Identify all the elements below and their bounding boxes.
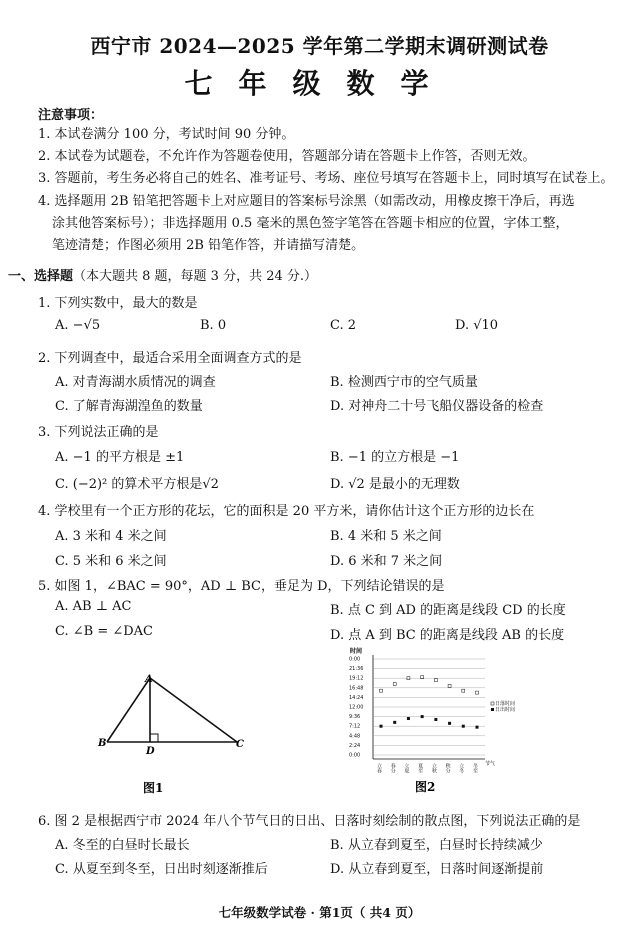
- exam-title: 西宁市 2024—2025 学年第二学期末调研测试卷: [90, 34, 549, 58]
- y-tick-label: 9:36: [349, 714, 361, 721]
- sunrise-point: [462, 725, 465, 728]
- q6-option-c: C. 从夏至到冬至，日出时刻逐渐推后: [55, 862, 268, 877]
- q5-option-b: B. 点 C 到 AD 的距离是线段 CD 的长度: [330, 603, 566, 618]
- sunrise-point: [434, 718, 437, 721]
- label-d: D: [146, 746, 155, 757]
- q3-option-a: A. −1 的平方根是 ±1: [55, 450, 185, 465]
- y-tick-label: 19:12: [349, 675, 364, 682]
- q3-option-b: B. −1 的立方根是 −1: [330, 450, 460, 465]
- q5-option-a: A. AB ⊥ AC: [55, 599, 132, 614]
- x-category-label: 冬至: [472, 763, 478, 773]
- legend-sunset-marker: [491, 702, 494, 705]
- y-tick-label: 12:00: [349, 704, 364, 711]
- sunset-point: [434, 679, 437, 682]
- q4-option-b: B. 4 米和 5 米之间: [330, 529, 442, 544]
- q6-option-a: A. 冬至的白昼时长最长: [55, 838, 190, 853]
- q2-option-d: D. 对神舟二十号飞船仪器设备的检查: [330, 399, 544, 414]
- x-category-label: 秋分: [444, 763, 451, 773]
- note-1: 1. 本试卷满分 100 分，考试时间 90 分钟。: [38, 127, 295, 142]
- y-tick-label: 0:00: [349, 656, 361, 663]
- q5-option-c: C. ∠B = ∠DAC: [55, 624, 154, 639]
- section-heading: [8, 265, 317, 284]
- x-category-label: 夏至: [417, 763, 424, 773]
- q1-option-a: A. −√5: [55, 318, 101, 333]
- sunrise-point: [380, 725, 383, 728]
- section-label: 一、选择题: [8, 269, 74, 284]
- sunset-point: [448, 684, 451, 687]
- subject-title: 七年级数学: [184, 67, 455, 100]
- question-6-stem: 6. 图 2 是根据西宁市 2024 年八个节气日的日出、日落时刻绘制的散点图，下列说法正确的是: [38, 814, 581, 829]
- figure-1-triangle: [95, 670, 255, 800]
- question-2-stem: 2. 下列调查中，最适合采用全面调查方式的是: [38, 351, 302, 366]
- x-category-label: 春分: [389, 763, 396, 773]
- x-category-label: 立春: [376, 763, 382, 773]
- question-4-stem: 4. 学校里有一个正方形的花坛，它的面积是 20 平方米，请你估计这个正方形的边长在: [38, 504, 535, 519]
- sunrise-point: [448, 722, 451, 725]
- sunset-point: [462, 689, 465, 692]
- q4-option-c: C. 5 米和 6 米之间: [55, 554, 167, 569]
- q6-option-b: B. 从立春到夏至，白昼时长持续减少: [330, 838, 543, 853]
- note-3: 3. 答题前，考生务必将自己的姓名、准考证号、考场、座位号填写在答题卡上，同时填写在试卷上。: [38, 171, 614, 186]
- note-4-cont-2: 笔迹清楚；作图必须用 2B 铅笔作答，并请描写清楚。: [52, 238, 365, 253]
- sunrise-point: [476, 726, 479, 729]
- q2-option-c: C. 了解青海湖湟鱼的数量: [55, 399, 203, 414]
- y-tick-label: 4:48: [349, 733, 361, 740]
- y-ticks: [349, 657, 485, 759]
- y-tick-label: 2:24: [349, 742, 361, 749]
- x-category-label: 立秋: [430, 763, 437, 773]
- q4-option-a: A. 3 米和 4 米之间: [55, 529, 167, 544]
- sunset-point: [476, 691, 479, 694]
- legend-sunset: 日落时间: [495, 701, 516, 707]
- note-2: 2. 本试卷为试题卷，不允许作为答题卷使用，答题部分请在答题卡上作答，否则无效。: [38, 149, 536, 164]
- y-tick-label: 16:48: [349, 685, 364, 692]
- y-axis-title: 时间: [350, 648, 363, 655]
- y-tick-label: 7:12: [349, 723, 361, 730]
- page-footer: 七年级数学试卷 · 第1页（ 共4 页）: [218, 905, 421, 920]
- sunset-point: [380, 689, 383, 692]
- y-tick-label: 21:36: [349, 666, 364, 673]
- scatter-points: [380, 676, 479, 729]
- figure-2-scatter: [345, 645, 516, 795]
- note-4: 4. 选择题用 2B 铅笔把答题卡上对应题目的答案标号涂黑（如需改动，用橡皮擦干净后，再选: [38, 194, 575, 209]
- label-b: B: [98, 738, 107, 749]
- x-axis-title: 节气: [485, 761, 496, 767]
- y-tick-label: 0:00: [349, 752, 361, 759]
- x-category-label: 立冬: [458, 763, 465, 773]
- legend-sunrise: 日出时间: [495, 707, 516, 713]
- x-category-label: 立夏: [403, 763, 410, 773]
- q1-option-d: D. √10: [455, 318, 499, 333]
- sunrise-point: [393, 721, 396, 724]
- q1-option-b: B. 0: [200, 318, 227, 333]
- question-5-stem: 5. 如图 1，∠BAC = 90°，AD ⊥ BC，垂足为 D，下列结论错误的是: [38, 579, 445, 594]
- q1-option-c: C. 2: [330, 318, 357, 333]
- sunset-point: [393, 682, 396, 685]
- x-categories: [376, 762, 478, 774]
- q2-option-b: B. 检测西宁市的空气质量: [330, 375, 478, 390]
- figure-2-caption: 图2: [415, 780, 436, 794]
- q6-option-d: D. 从立春到夏至，日落时间逐渐提前: [330, 862, 544, 877]
- label-a: A: [145, 674, 153, 685]
- y-tick-label: 14:24: [349, 694, 364, 701]
- legend-sunrise-marker: [491, 708, 494, 711]
- figure-1-caption: 图1: [143, 781, 164, 795]
- q3-option-c: C. (−2)² 的算术平方根是√2: [55, 477, 219, 492]
- q2-option-a: A. 对青海湖水质情况的调查: [55, 375, 216, 390]
- q5-option-d: D. 点 A 到 BC 的距离是线段 AB 的长度: [330, 628, 565, 643]
- question-3-stem: 3. 下列说法正确的是: [38, 425, 159, 440]
- note-4-cont-1: 涂其他答案标号）；非选择题用 0.5 毫米的黑色签字笔答在答题卡相应的位置，字体工整，: [52, 216, 569, 231]
- section-desc: （本大题共 8 题，每题 3 分，共 24 分.）: [73, 269, 318, 284]
- question-1-stem: 1. 下列实数中，最大的数是: [38, 296, 198, 311]
- q3-option-d: D. √2 是最小的无理数: [330, 477, 460, 492]
- label-c: C: [236, 739, 244, 750]
- sunrise-point: [421, 715, 424, 718]
- q4-option-d: D. 6 米和 7 米之间: [330, 554, 443, 569]
- notes-heading: 注意事项：: [38, 108, 104, 123]
- sunrise-point: [407, 717, 410, 720]
